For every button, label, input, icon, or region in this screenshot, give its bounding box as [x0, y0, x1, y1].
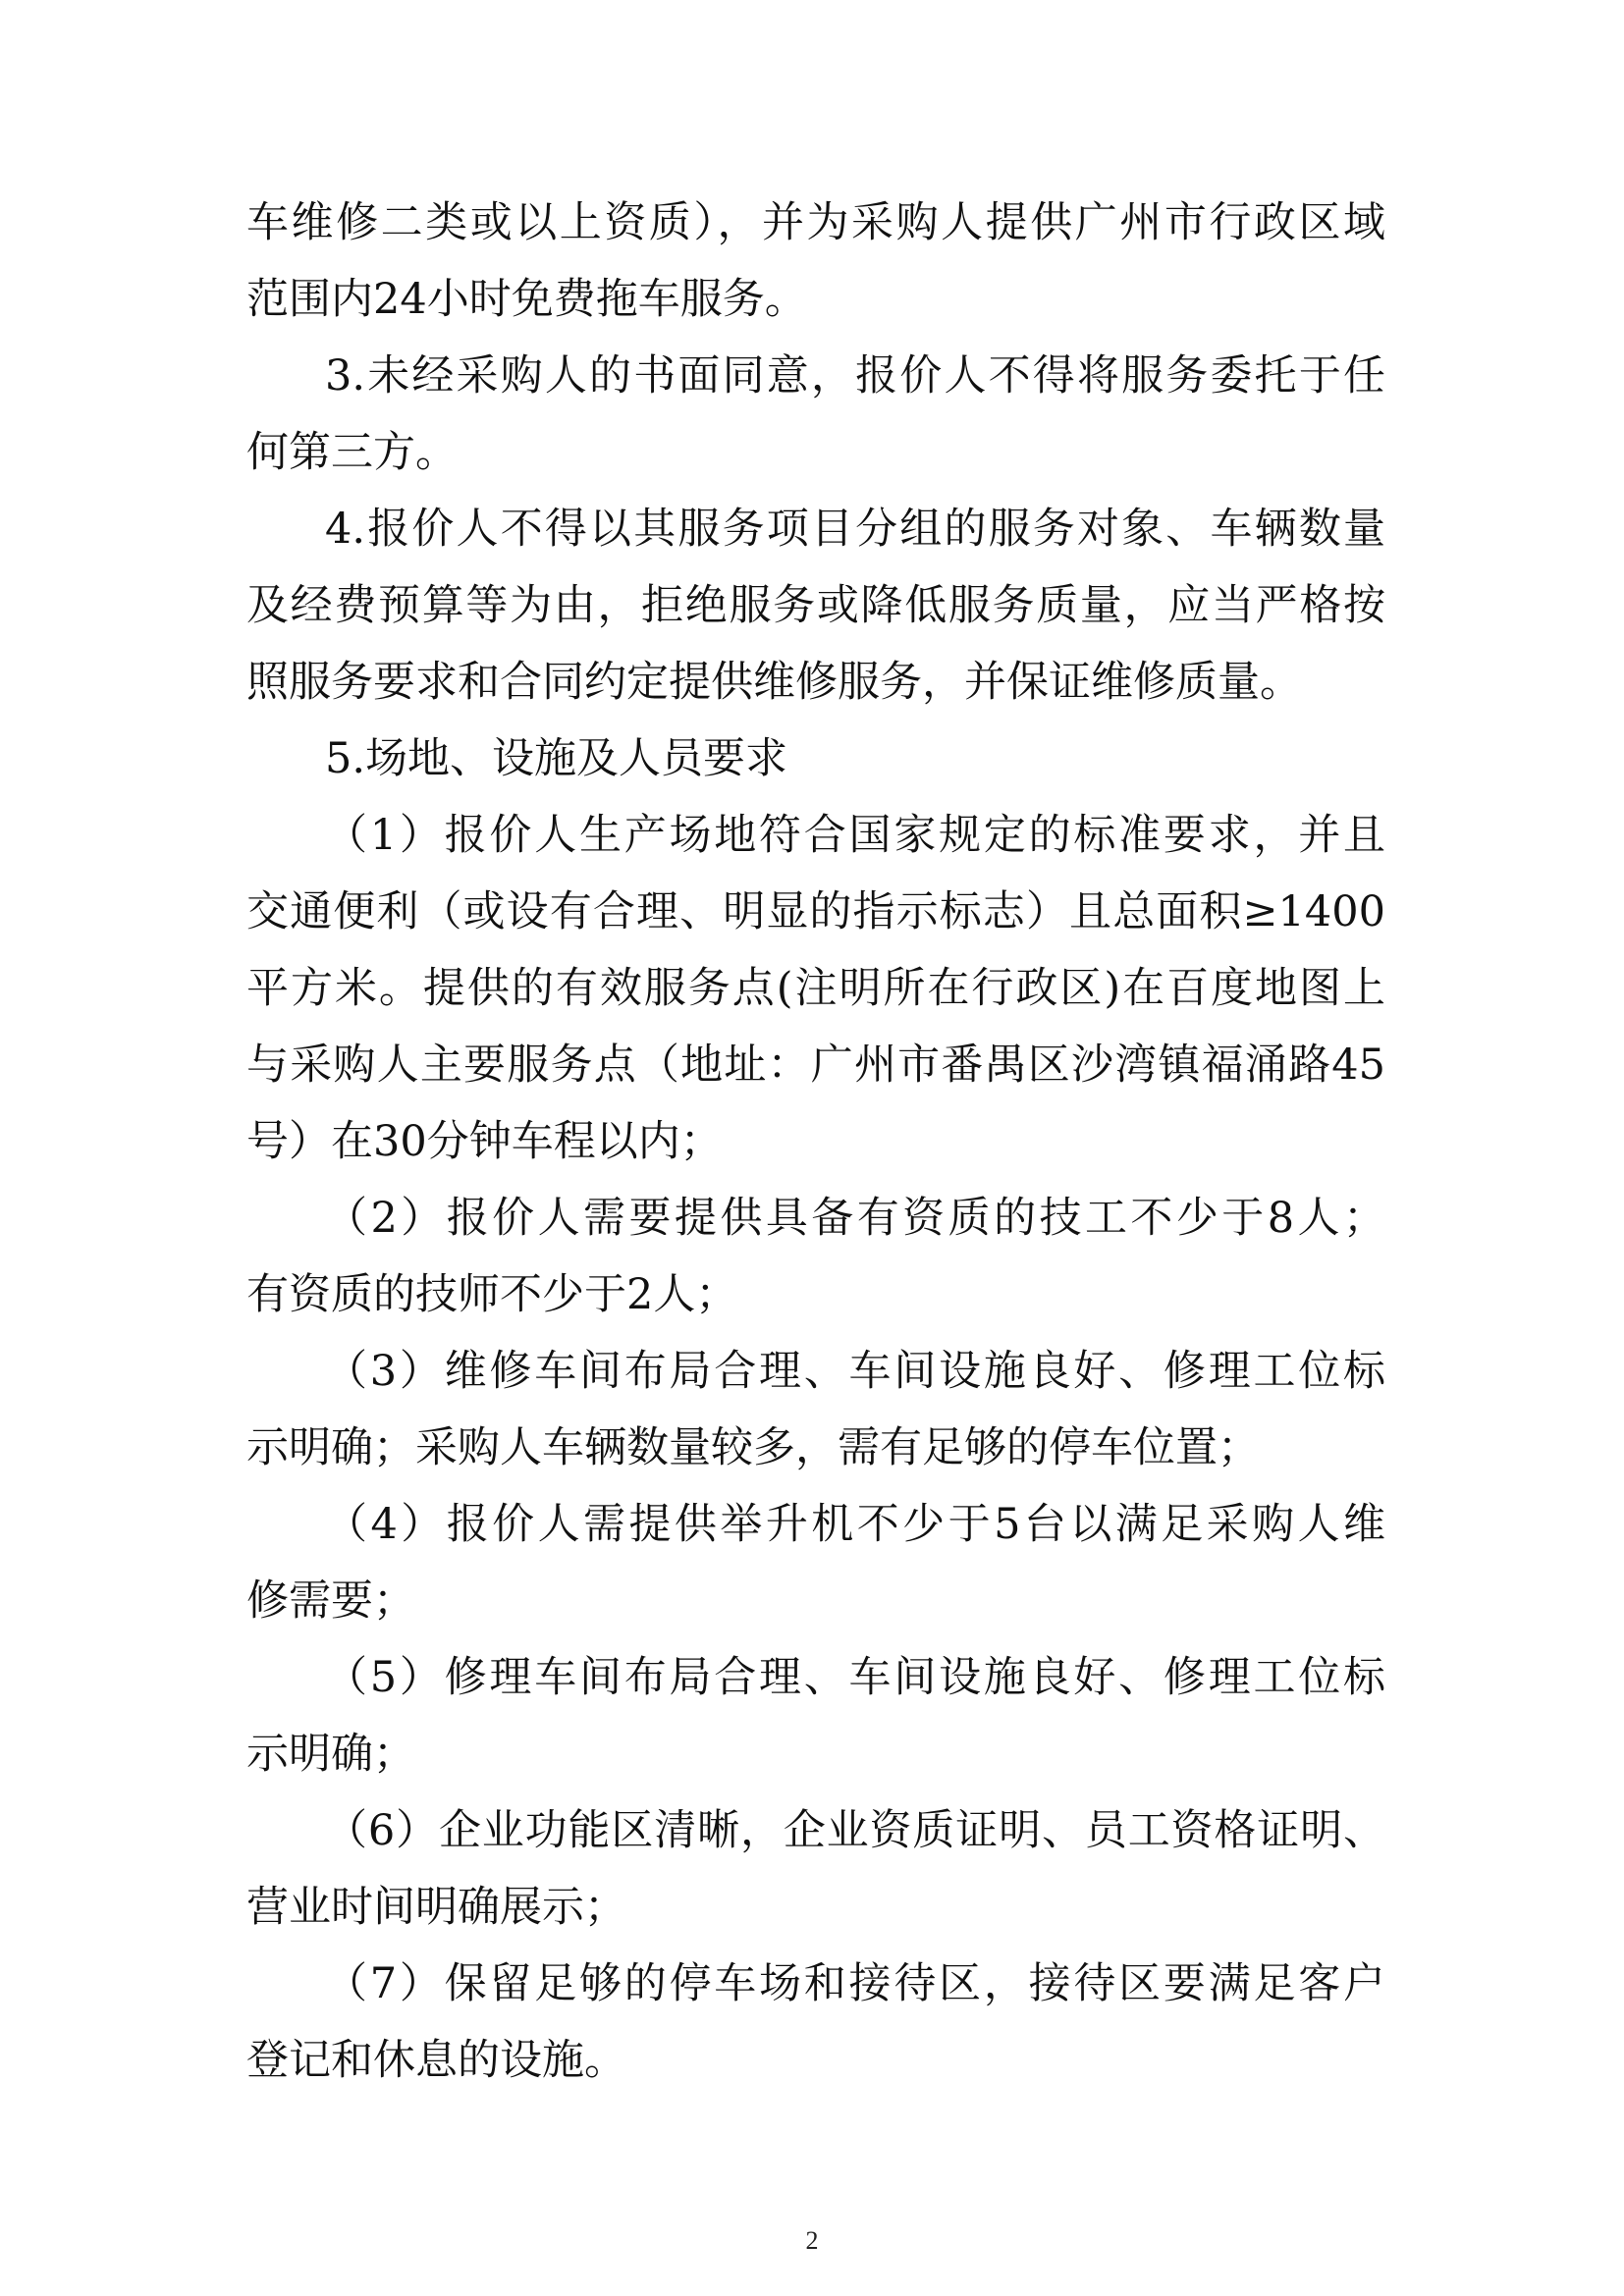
text-line: 有资质的技师不少于2人； — [246, 1270, 738, 1319]
text-line: （4）报价人需提供举升机不少于5台以满足采购人维 — [325, 1500, 1385, 1549]
text-line: （6）企业功能区清晰，企业资质证明、员工资格证明、 — [325, 1806, 1385, 1855]
text-line: 平方米。提供的有效服务点(注明所在行政区)在百度地图上 — [246, 964, 1385, 1013]
section-heading: 5.场地、设施及人员要求 — [325, 734, 788, 783]
text-line: 范围内24小时免费拖车服务。 — [246, 275, 807, 324]
text-line: 营业时间明确展示； — [246, 1883, 626, 1932]
text-line: 与采购人主要服务点（地址：广州市番禺区沙湾镇福涌路45 — [246, 1041, 1385, 1090]
text-line: 交通便利（或设有合理、明显的指示标志）且总面积≥1400 — [246, 887, 1385, 936]
text-line: （1）报价人生产场地符合国家规定的标准要求，并且 — [325, 811, 1385, 860]
text-line: 4.报价人不得以其服务项目分组的服务对象、车辆数量 — [325, 505, 1385, 554]
text-line: 车维修二类或以上资质），并为采购人提供广州市行政区域 — [246, 198, 1385, 247]
text-line: 登记和休息的设施。 — [246, 2036, 626, 2085]
text-line: 修需要； — [246, 1576, 415, 1626]
text-line: 照服务要求和合同约定提供维修服务，并保证维修质量。 — [246, 658, 1302, 707]
text-line: 3.未经采购人的书面同意，报价人不得将服务委托于任 — [325, 351, 1385, 400]
text-line: 示明确；采购人车辆数量较多，需有足够的停车位置； — [246, 1423, 1260, 1472]
text-line: 示明确； — [246, 1730, 415, 1779]
text-line: （7）保留足够的停车场和接待区，接待区要满足客户 — [325, 1959, 1385, 2008]
body-text — [246, 185, 1385, 2099]
text-line: （2）报价人需要提供具备有资质的技工不少于8人； — [325, 1194, 1385, 1243]
page-number: 2 — [805, 2226, 819, 2255]
text-line: 何第三方。 — [246, 428, 458, 477]
text-line: （3）维修车间布局合理、车间设施良好、修理工位标 — [325, 1347, 1385, 1396]
text-line: 号）在30分钟车程以内； — [246, 1117, 723, 1166]
text-line: （5）修理车间布局合理、车间设施良好、修理工位标 — [325, 1653, 1385, 1702]
text-line: 及经费预算等为由，拒绝服务或降低服务质量，应当严格按 — [246, 581, 1385, 630]
